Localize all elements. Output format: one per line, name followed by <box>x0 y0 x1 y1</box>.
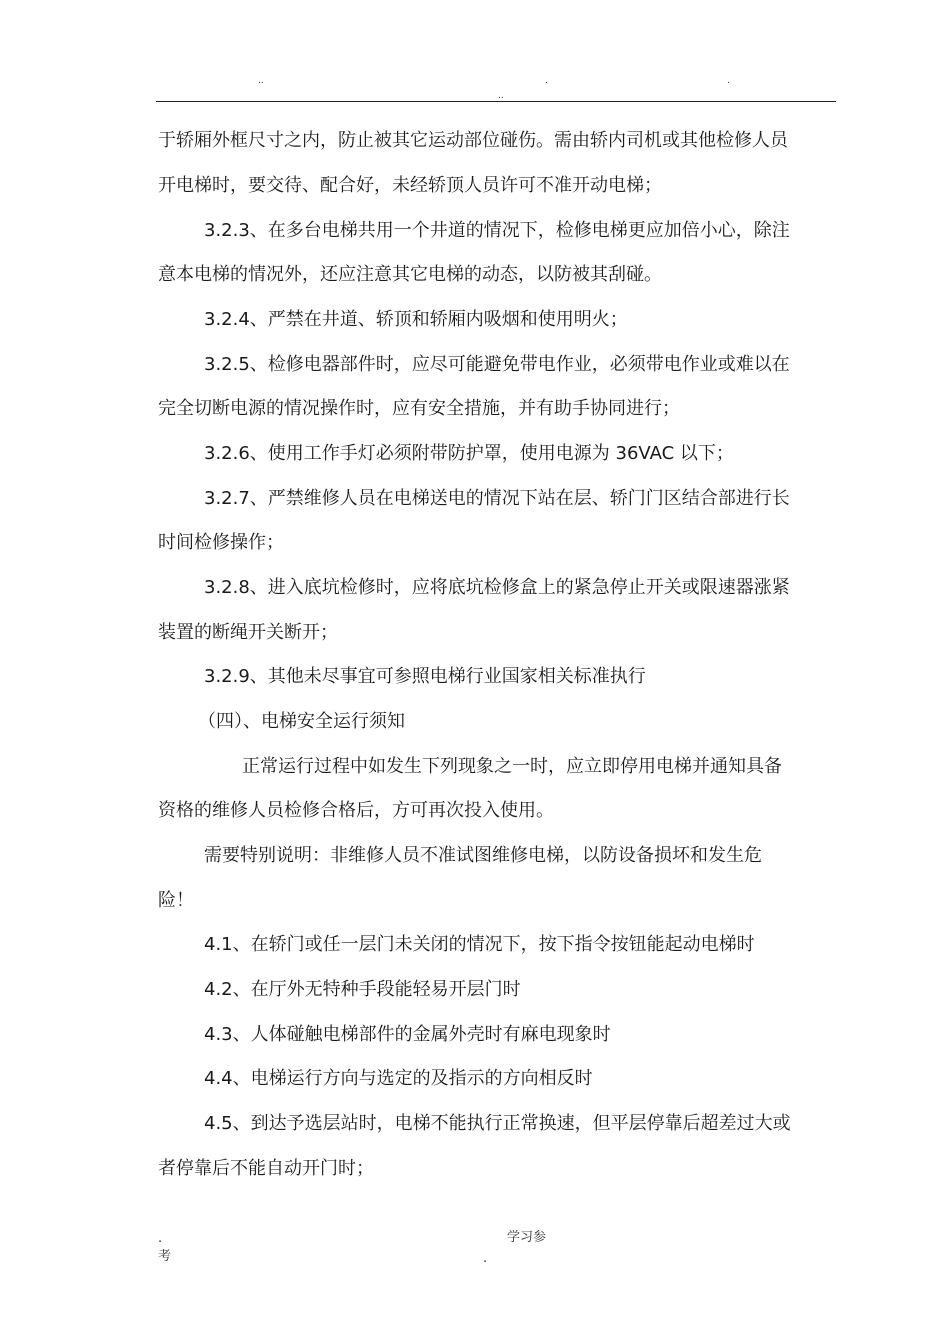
header-rule <box>156 101 836 102</box>
header-mark: . <box>545 76 548 86</box>
section-heading: （四）、电梯安全运行须知 <box>198 711 405 732</box>
text-line: 3.2.5、检修电器部件时，应尽可能避免带电作业，必须带电作业或难以在 <box>204 354 790 375</box>
text-line: 3.2.8、进入底坑检修时，应将底坑检修盒上的紧急停止开关或限速器涨紧 <box>204 577 790 598</box>
text-line: 完全切断电源的情况操作时，应有安全措施，并有助手协同进行； <box>158 398 680 419</box>
text-line: 4.1、在轿门或任一层门未关闭的情况下，按下指令按钮能起动电梯时 <box>204 934 755 955</box>
text-line: 3.2.6、使用工作手灯必须附带防护罩，使用电源为 36VAC 以下； <box>204 443 734 464</box>
text-line: 4.4、电梯运行方向与选定的及指示的方向相反时 <box>204 1068 593 1089</box>
text-line: 装置的断绳开关断开； <box>158 622 338 643</box>
text-line: 3.2.3、在多台电梯共用一个井道的情况下，检修电梯更应加倍小心，除注 <box>204 220 790 241</box>
text-line: 开电梯时，要交待、配合好，未经轿顶人员许可不准开动电梯； <box>158 175 662 196</box>
text-line: 险！ <box>158 890 194 911</box>
text-line: 3.2.9、其他未尽事宜可参照电梯行业国家相关标准执行 <box>204 666 646 687</box>
text-line: 3.2.4、严禁在井道、轿顶和轿厢内吸烟和使用明火； <box>204 309 628 330</box>
text-line: 3.2.7、严禁维修人员在电梯送电的情况下站在层、轿门门区结合部进行长 <box>204 488 790 509</box>
header-mark: .. <box>258 76 264 86</box>
text-line: 4.2、在厅外无特种手段能轻易开层门时 <box>204 979 521 1000</box>
header-mark: .. <box>498 91 504 101</box>
text-line: 者停靠后不能自动开门时； <box>158 1158 374 1179</box>
text-line: 意本电梯的情况外，还应注意其它电梯的动态，以防被其刮碰。 <box>158 264 662 285</box>
text-line: 于轿厢外框尺寸之内，防止被其它运动部位碰伤。需由轿内司机或其他检修人员 <box>158 130 788 151</box>
footer-mark: . <box>158 1231 163 1246</box>
footer-left-text: 考 <box>158 1249 172 1264</box>
text-line: 资格的维修人员检修合格后，方可再次投入使用。 <box>158 800 554 821</box>
footer-center-text: 学习参 <box>507 1230 547 1245</box>
footer-mark: . <box>483 1251 488 1266</box>
text-line: 需要特别说明：非维修人员不准试图维修电梯，以防设备损坏和发生危 <box>204 845 762 866</box>
header-mark: . <box>727 76 730 86</box>
text-line: 时间检修操作； <box>158 532 284 553</box>
text-line: 4.3、人体碰触电梯部件的金属外壳时有麻电现象时 <box>204 1024 611 1045</box>
text-line: 正常运行过程中如发生下列现象之一时，应立即停用电梯并通知具备 <box>242 756 782 777</box>
text-line: 4.5、到达予选层站时，电梯不能执行正常换速，但平层停靠后超差过大或 <box>204 1113 791 1134</box>
